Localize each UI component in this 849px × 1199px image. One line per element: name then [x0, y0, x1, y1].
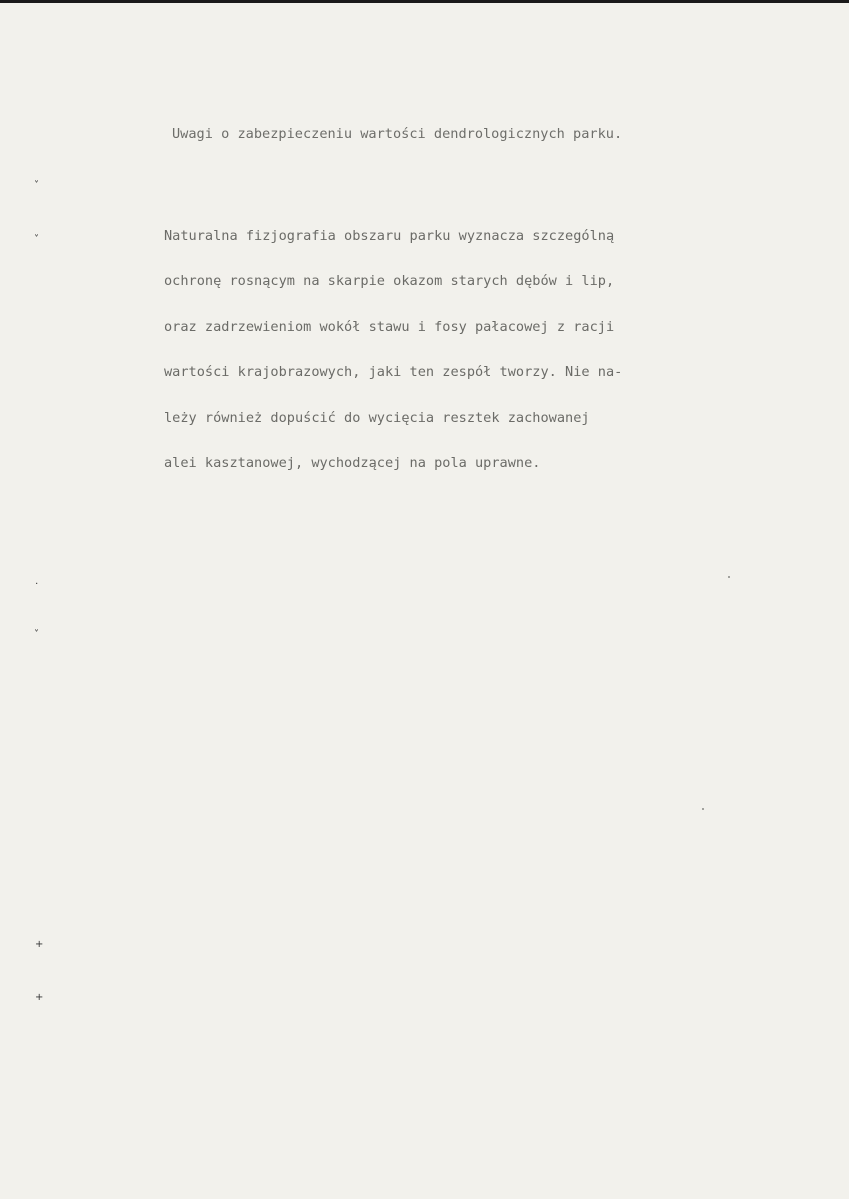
margin-mark-icon: + — [35, 992, 44, 1003]
margin-mark-icon: ˅ — [34, 234, 39, 245]
paragraph-line: ochronę rosnącym na skarpie okazom starych dębów i lip, — [164, 273, 615, 290]
paper-speck — [728, 576, 730, 578]
page-top-edge — [0, 0, 849, 3]
document-paragraph — [164, 214, 622, 486]
margin-mark-icon: ˅ — [34, 180, 39, 191]
paragraph-line: oraz zadrzewieniom wokół stawu i fosy pałacowej z racji — [164, 318, 615, 335]
paragraph-line: leży również dopuścić do wycięcia resztek zachowanej — [164, 409, 590, 426]
document-heading: Uwagi o zabezpieczeniu wartości dendrologicznych parku. — [172, 126, 623, 142]
paragraph-line: Naturalna fizjografia obszaru parku wyznacza szczególną — [164, 228, 615, 244]
margin-mark-icon: + — [35, 939, 44, 950]
paragraph-line: alei kasztanowej, wychodzącej na pola uprawne. — [164, 455, 541, 472]
margin-mark-icon: ˅ — [34, 629, 39, 640]
paragraph-line: wartości krajobrazowych, jaki ten zespół tworzy. Nie na- — [164, 364, 623, 381]
margin-mark-icon: ․ — [35, 576, 39, 587]
paper-speck — [702, 808, 704, 810]
